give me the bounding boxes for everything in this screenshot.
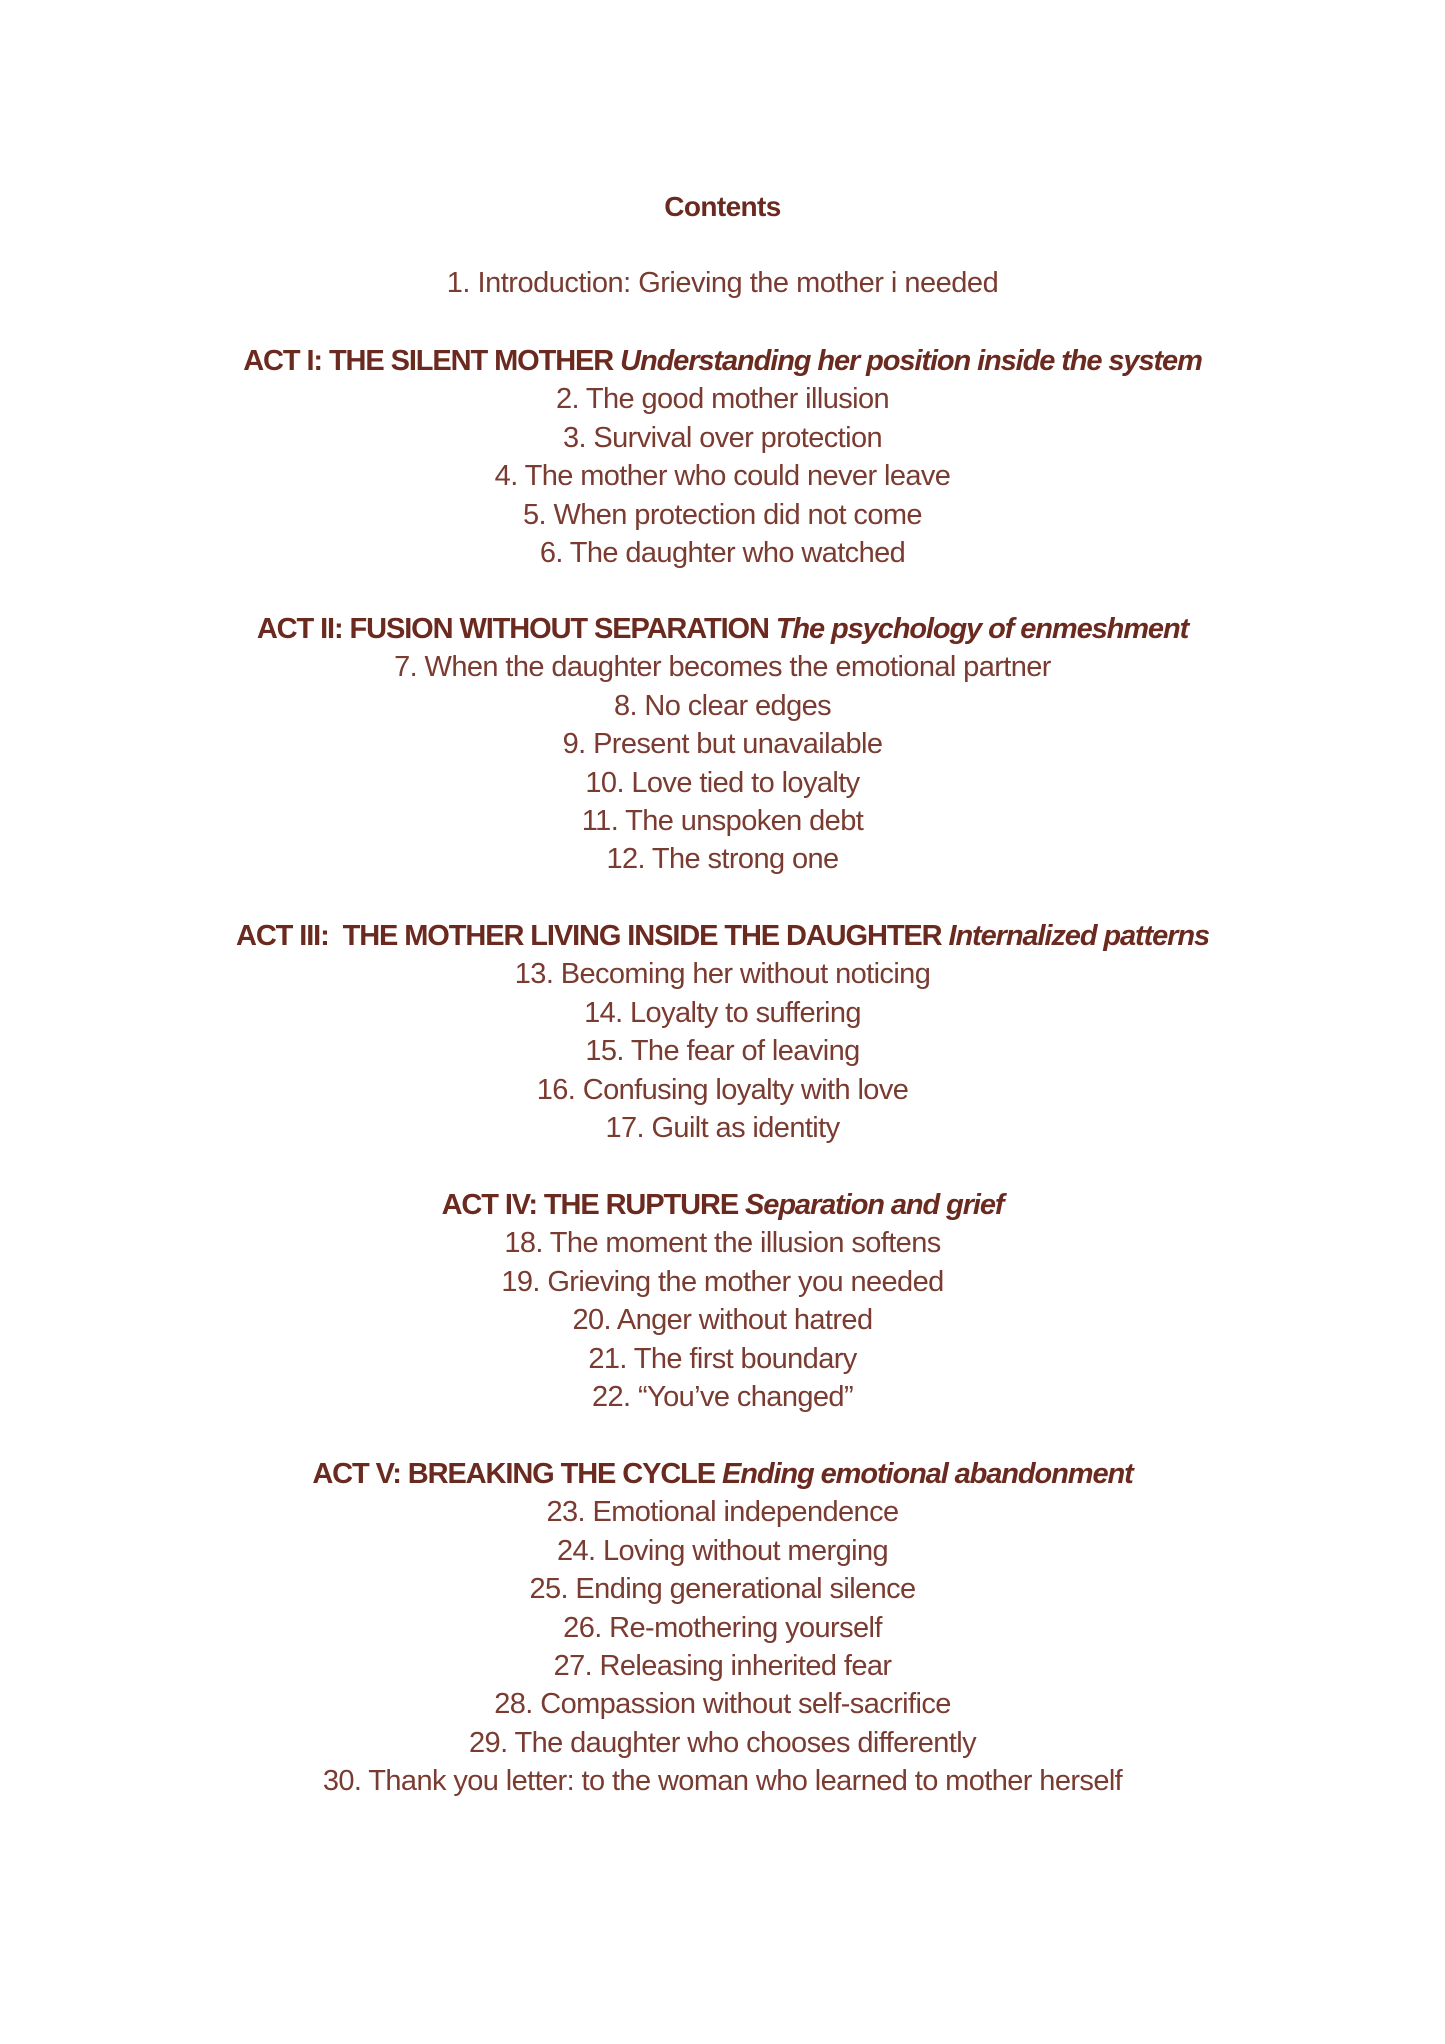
toc-entry: 25. Ending generational silence (529, 1573, 916, 1606)
toc-entry: 17. Guilt as identity (605, 1112, 840, 1145)
act-heading (0, 1455, 1445, 1493)
page-title: Contents (664, 191, 781, 222)
toc-entry: 28. Compassion without self-sacrifice (494, 1688, 951, 1721)
toc-entry: 12. The strong one (606, 843, 839, 876)
toc-entry: 18. The moment the illusion softens (504, 1227, 941, 1260)
toc-entry-introduction: 1. Introduction: Grieving the mother i needed (446, 267, 999, 299)
act-section-4 (0, 1186, 1445, 1416)
toc-entry: 3. Survival over protection (562, 421, 883, 454)
toc-entry: 9. Present but unavailable (562, 728, 883, 761)
toc-entry: 19. Grieving the mother you needed (501, 1265, 944, 1298)
toc-entry: 7. When the daughter becomes the emotional partner (394, 651, 1051, 684)
toc-entry: 29. The daughter who chooses differently (469, 1726, 976, 1759)
act-subtitle: Separation and grief (745, 1189, 1004, 1221)
act-subtitle: Internalized patterns (948, 920, 1209, 952)
toc-entry: 2. The good mother illusion (555, 383, 890, 416)
toc-entry: 14. Loyalty to suffering (584, 996, 861, 1029)
act-section-3 (0, 917, 1445, 1147)
toc-entry: 5. When protection did not come (523, 498, 922, 531)
act-subtitle: The psychology of enmeshment (775, 613, 1189, 645)
act-heading (0, 342, 1445, 380)
toc-entry: 6. The daughter who watched (539, 537, 906, 570)
act-heading (0, 610, 1445, 648)
act-title: ACT V: BREAKING THE CYCLE (312, 1458, 716, 1490)
toc-entry: 15. The fear of leaving (585, 1035, 860, 1068)
act-title: ACT I: THE SILENT MOTHER (243, 345, 614, 377)
act-section-5 (0, 1455, 1445, 1801)
toc-entry: 23. Emotional independence (546, 1496, 899, 1529)
toc-entry: 10. Love tied to loyalty (585, 766, 860, 799)
toc-entry: 13. Becoming her without noticing (514, 958, 931, 991)
toc-entry: 22. “You’ve changed” (591, 1381, 854, 1414)
act-subtitle: Understanding her position inside the system (620, 345, 1202, 377)
act-heading (0, 1186, 1445, 1224)
toc-entry: 8. No clear edges (613, 689, 832, 722)
act-heading (0, 917, 1445, 955)
act-title: ACT II: FUSION WITHOUT SEPARATION (256, 613, 769, 645)
toc-entry: 26. Re-mothering yourself (563, 1611, 882, 1644)
act-title: ACT III: THE MOTHER LIVING INSIDE THE DAUGHTER (235, 920, 942, 952)
toc-entry: 27. Releasing inherited fear (553, 1650, 892, 1683)
toc-entry: 20. Anger without hatred (572, 1304, 873, 1337)
toc-entry: 4. The mother who could never leave (494, 460, 951, 493)
act-title: ACT IV: THE RUPTURE (441, 1189, 739, 1221)
toc-entry: 30. Thank you letter: to the woman who learned to mother herself (322, 1765, 1123, 1798)
toc-entry: 11. The unspoken debt (581, 805, 864, 838)
act-subtitle: Ending emotional abandonment (722, 1458, 1133, 1490)
act-section-1 (0, 342, 1445, 572)
toc-entry: 16. Confusing loyalty with love (536, 1073, 909, 1106)
toc-entry: 24. Loving without merging (557, 1534, 888, 1567)
act-section-2 (0, 610, 1445, 879)
toc-entry: 21. The first boundary (588, 1342, 857, 1375)
